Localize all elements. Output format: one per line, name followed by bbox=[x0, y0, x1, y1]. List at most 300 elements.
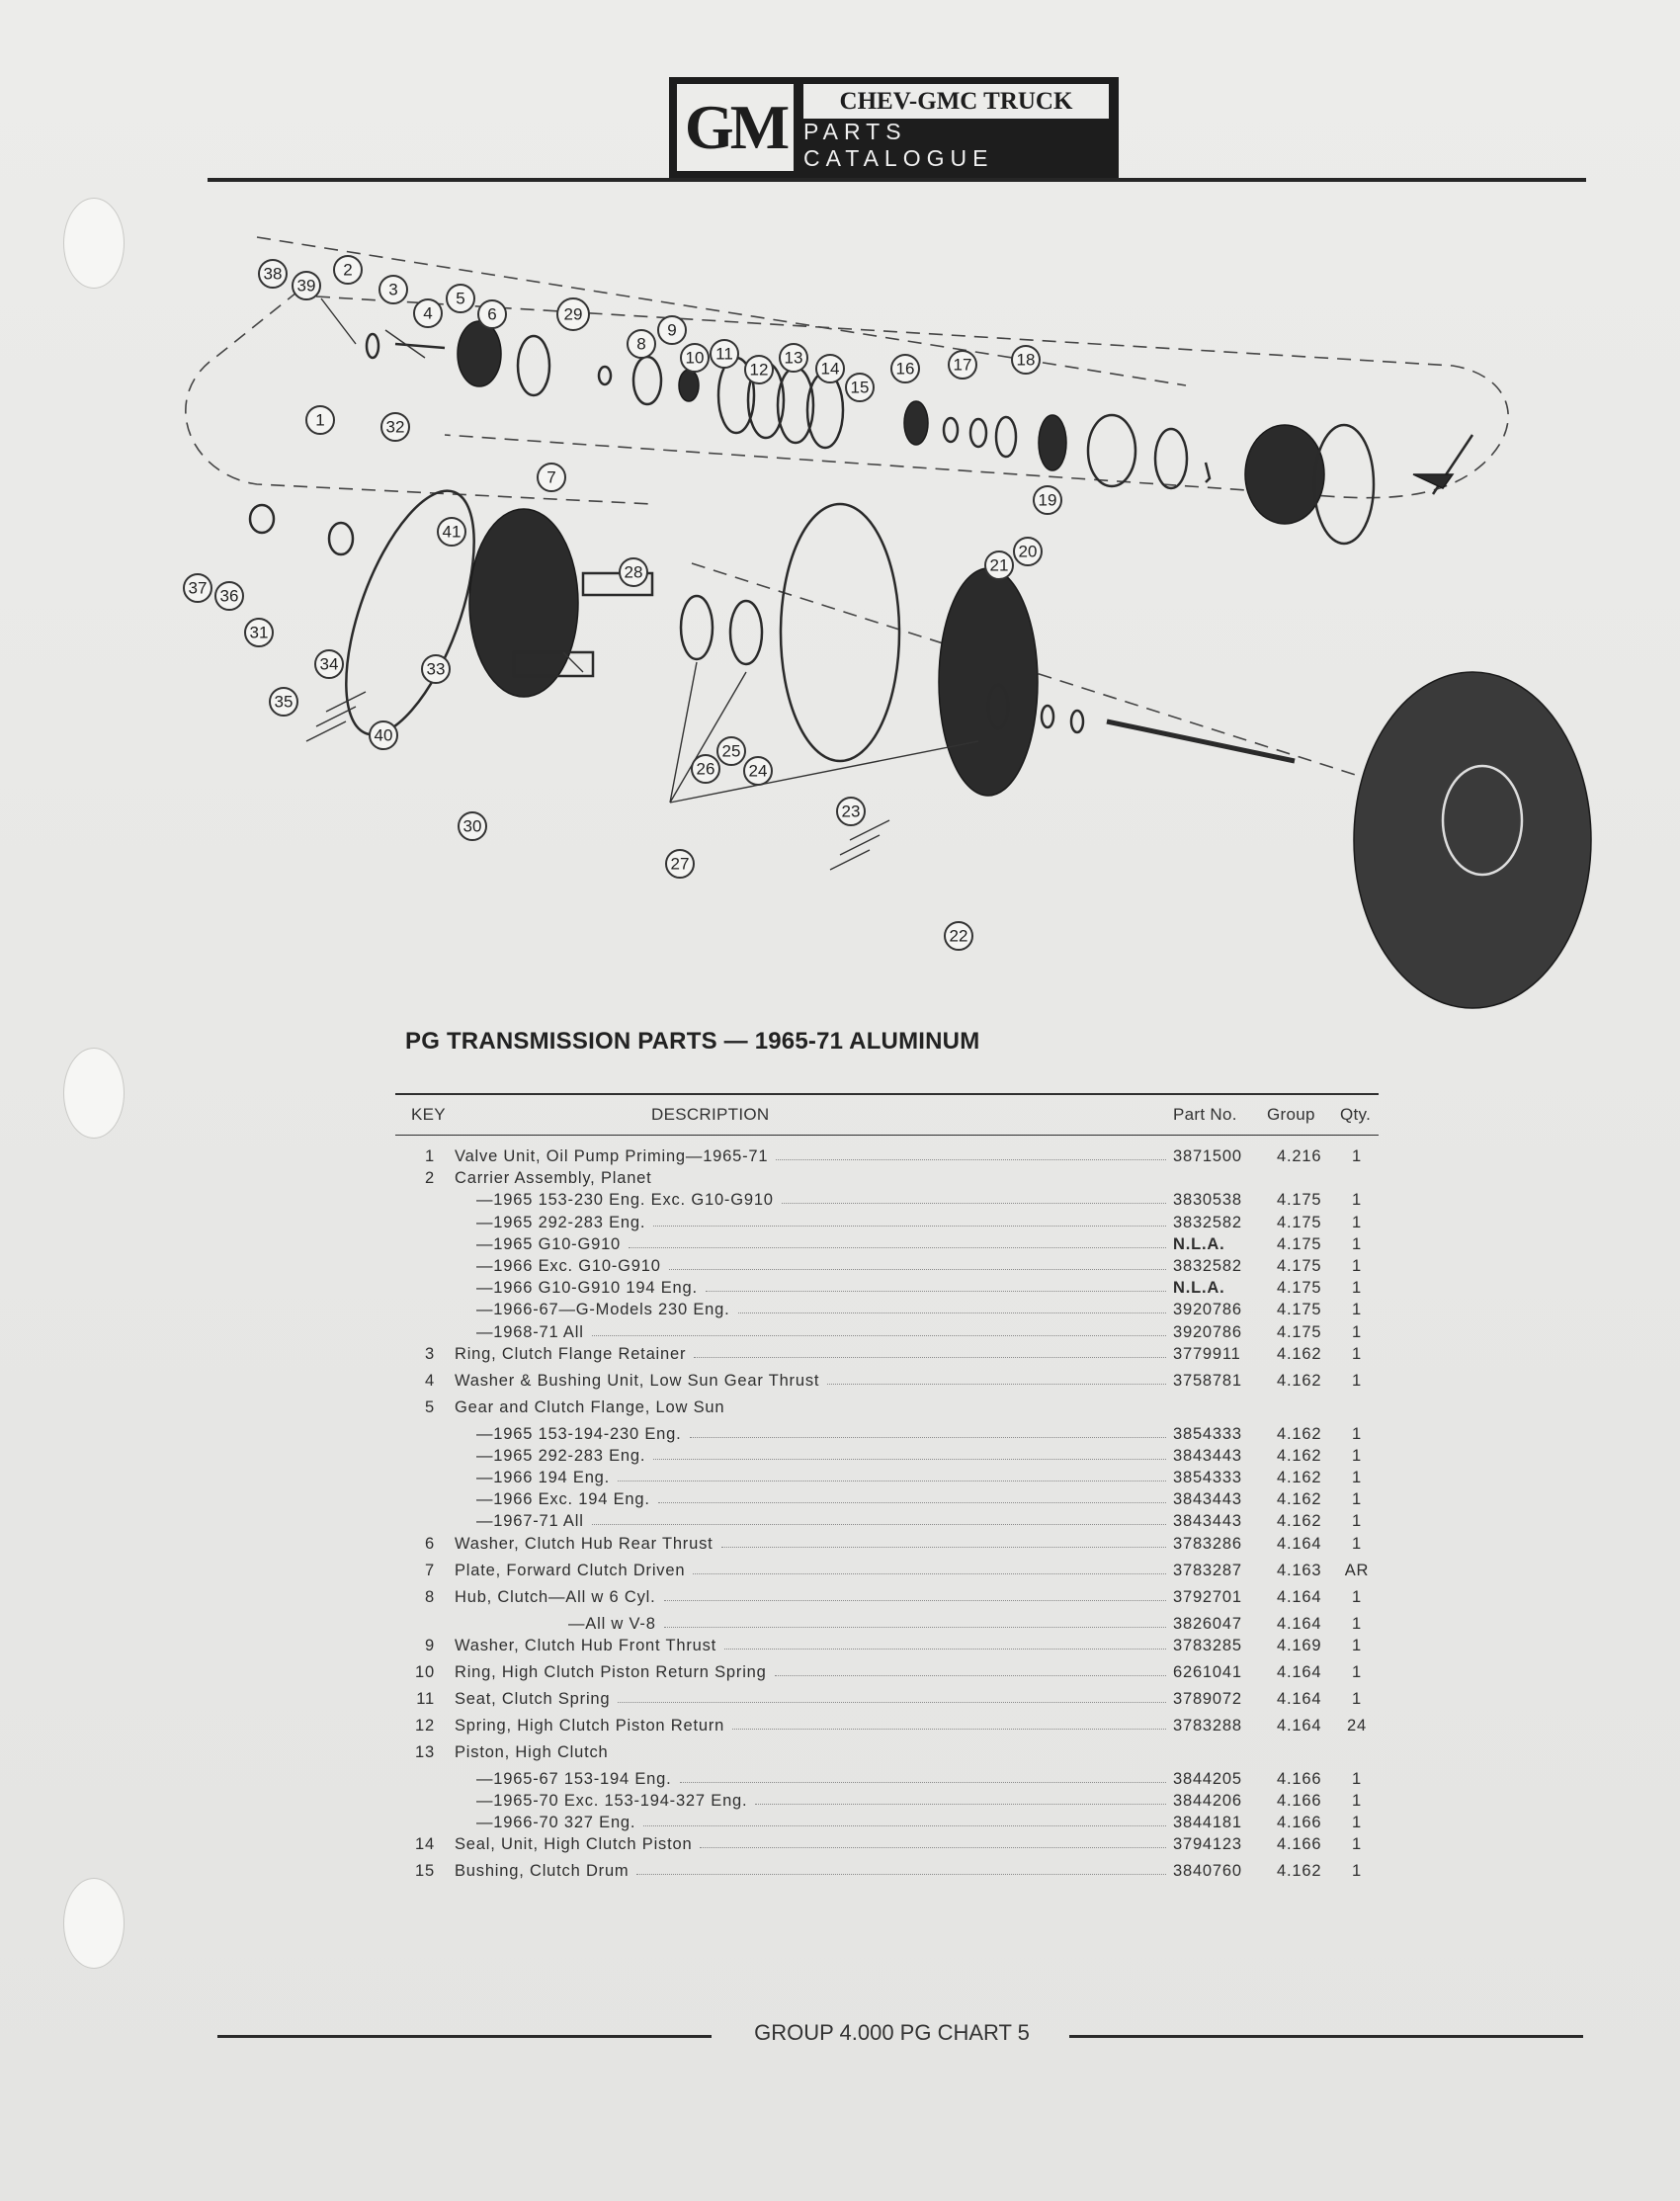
table-row bbox=[395, 1835, 1379, 1862]
part-8 bbox=[904, 401, 928, 445]
row-part-number: 3783285 bbox=[1173, 1636, 1242, 1654]
leader-dots bbox=[827, 1384, 1166, 1385]
table-row bbox=[395, 1469, 1379, 1490]
leader-dots bbox=[706, 1291, 1166, 1292]
leader-dots bbox=[664, 1600, 1166, 1601]
row-group: 4.163 bbox=[1277, 1561, 1322, 1579]
table-row bbox=[395, 1447, 1379, 1469]
row-group: 4.162 bbox=[1277, 1446, 1322, 1465]
leader-dots bbox=[653, 1226, 1166, 1227]
row-part-number: 3832582 bbox=[1173, 1256, 1242, 1275]
leader-dots bbox=[690, 1437, 1166, 1438]
part-39 bbox=[395, 344, 445, 348]
header-part-no: Part No. bbox=[1173, 1105, 1237, 1124]
row-description: —1965 153-194-230 Eng. bbox=[476, 1424, 682, 1443]
callout-7 bbox=[538, 464, 565, 491]
row-description: —1966 Exc. 194 Eng. bbox=[476, 1490, 650, 1509]
table-row bbox=[395, 1588, 1379, 1615]
callout-33 bbox=[422, 655, 450, 683]
svg-text:3: 3 bbox=[388, 280, 398, 299]
table-row bbox=[395, 1279, 1379, 1301]
table-row bbox=[395, 1562, 1379, 1588]
svg-text:25: 25 bbox=[721, 741, 741, 761]
row-group: 4.162 bbox=[1277, 1862, 1322, 1881]
table-row bbox=[395, 1169, 1379, 1191]
row-qty: 1 bbox=[1352, 1587, 1362, 1606]
row-part-number: N.L.A. bbox=[1173, 1234, 1225, 1253]
row-qty: 1 bbox=[1352, 1234, 1362, 1253]
svg-text:32: 32 bbox=[385, 417, 405, 437]
callout-38 bbox=[259, 260, 287, 288]
svg-text:6: 6 bbox=[487, 304, 497, 324]
callout-1 bbox=[306, 406, 334, 434]
row-description: Washer, Clutch Hub Front Thrust bbox=[455, 1636, 717, 1654]
svg-text:36: 36 bbox=[219, 586, 239, 606]
leader-dots bbox=[636, 1874, 1166, 1875]
leader-dots bbox=[700, 1847, 1166, 1848]
row-key: 1 bbox=[425, 1147, 435, 1165]
row-description: —1967-71 All bbox=[476, 1512, 584, 1531]
row-key: 10 bbox=[415, 1662, 435, 1681]
callout-20 bbox=[1014, 538, 1042, 565]
callout-12 bbox=[745, 356, 773, 383]
callout-10 bbox=[681, 344, 709, 372]
row-part-number: 3854333 bbox=[1173, 1469, 1242, 1487]
callout-19 bbox=[1034, 486, 1061, 514]
svg-text:17: 17 bbox=[953, 355, 972, 375]
row-description: Hub, Clutch—All w 6 Cyl. bbox=[455, 1587, 656, 1606]
leader-dots bbox=[658, 1502, 1166, 1503]
row-qty: 1 bbox=[1352, 1279, 1362, 1298]
row-part-number: 3783286 bbox=[1173, 1534, 1242, 1553]
row-qty: 1 bbox=[1352, 1490, 1362, 1509]
part-34 bbox=[469, 509, 578, 697]
row-description: —1966-67—G-Models 230 Eng. bbox=[476, 1301, 730, 1319]
table-row bbox=[395, 1770, 1379, 1792]
part-2 bbox=[458, 321, 501, 386]
catalogue-logo bbox=[669, 77, 1119, 178]
row-qty: 1 bbox=[1352, 1322, 1362, 1341]
table-header-rule bbox=[395, 1135, 1379, 1136]
callout-27 bbox=[666, 850, 694, 878]
table-row bbox=[395, 1512, 1379, 1534]
svg-text:21: 21 bbox=[989, 555, 1009, 575]
punch-hole bbox=[63, 1878, 125, 1969]
callout-9 bbox=[658, 316, 686, 344]
row-group: 4.162 bbox=[1277, 1512, 1322, 1531]
row-key: 6 bbox=[425, 1534, 435, 1553]
part-37 bbox=[250, 505, 274, 533]
part-4 bbox=[599, 367, 611, 384]
header-rule bbox=[208, 178, 1586, 182]
part-27 bbox=[830, 820, 889, 870]
row-description: Ring, Clutch Flange Retainer bbox=[455, 1344, 687, 1363]
row-description: —1965 153-230 Eng. Exc. G10-G910 bbox=[476, 1191, 774, 1210]
leader-dots bbox=[669, 1269, 1166, 1270]
row-group: 4.169 bbox=[1277, 1636, 1322, 1654]
row-qty: 1 bbox=[1352, 1424, 1362, 1443]
row-group: 4.175 bbox=[1277, 1301, 1322, 1319]
row-part-number: 3783288 bbox=[1173, 1716, 1242, 1735]
header-group: Group bbox=[1267, 1105, 1315, 1124]
svg-text:4: 4 bbox=[423, 303, 433, 323]
table-row bbox=[395, 1214, 1379, 1235]
row-part-number: 3844181 bbox=[1173, 1814, 1242, 1832]
row-description: Seat, Clutch Spring bbox=[455, 1689, 611, 1708]
leader-dots bbox=[775, 1675, 1166, 1676]
table-row bbox=[395, 1323, 1379, 1345]
svg-text:29: 29 bbox=[563, 304, 583, 324]
row-part-number: 3920786 bbox=[1173, 1301, 1242, 1319]
header-description: DESCRIPTION bbox=[651, 1105, 770, 1124]
row-qty: 1 bbox=[1352, 1662, 1362, 1681]
table-row bbox=[395, 1717, 1379, 1743]
exploded-parts-diagram bbox=[188, 237, 1591, 998]
row-qty: 1 bbox=[1352, 1835, 1362, 1854]
part-23 bbox=[1107, 721, 1295, 761]
part-9 bbox=[944, 418, 958, 442]
row-part-number: 3871500 bbox=[1173, 1147, 1242, 1165]
row-qty: 1 bbox=[1352, 1814, 1362, 1832]
part-15 bbox=[1206, 463, 1210, 482]
row-qty: 1 bbox=[1352, 1469, 1362, 1487]
callout-32 bbox=[381, 413, 409, 441]
callout-35 bbox=[270, 688, 297, 716]
svg-text:34: 34 bbox=[319, 654, 339, 674]
punch-hole bbox=[63, 198, 125, 289]
svg-text:14: 14 bbox=[820, 359, 840, 379]
leader-dots bbox=[693, 1573, 1166, 1574]
row-group: 4.164 bbox=[1277, 1587, 1322, 1606]
callout-36 bbox=[215, 582, 243, 610]
svg-text:41: 41 bbox=[442, 522, 462, 542]
callout-6 bbox=[478, 300, 506, 328]
callout-28 bbox=[620, 558, 647, 586]
row-part-number: 3758781 bbox=[1173, 1371, 1242, 1390]
table-title: PG TRANSMISSION PARTS — 1965-71 ALUMINUM bbox=[405, 1028, 980, 1055]
row-group: 4.164 bbox=[1277, 1614, 1322, 1633]
svg-text:19: 19 bbox=[1038, 490, 1057, 510]
svg-text:27: 27 bbox=[670, 854, 690, 874]
part-38 bbox=[367, 334, 378, 358]
row-description: —1966-70 327 Eng. bbox=[476, 1814, 636, 1832]
svg-text:1: 1 bbox=[315, 410, 325, 430]
row-qty: 1 bbox=[1352, 1301, 1362, 1319]
row-qty: 1 bbox=[1352, 1147, 1362, 1165]
row-group: 4.166 bbox=[1277, 1792, 1322, 1810]
row-qty: 1 bbox=[1352, 1769, 1362, 1788]
page-footer: GROUP 4.000 PG CHART 5 bbox=[754, 2020, 1030, 2045]
row-group: 4.166 bbox=[1277, 1814, 1322, 1832]
svg-text:39: 39 bbox=[296, 276, 316, 296]
row-group: 4.164 bbox=[1277, 1534, 1322, 1553]
part-5 bbox=[633, 357, 661, 404]
callout-22 bbox=[945, 922, 972, 950]
row-description: —1965-67 153-194 Eng. bbox=[476, 1769, 672, 1788]
callout-39 bbox=[293, 272, 320, 299]
row-qty: 1 bbox=[1352, 1614, 1362, 1633]
callout-4 bbox=[414, 299, 442, 327]
table-row bbox=[395, 1792, 1379, 1814]
footer-rule-left bbox=[217, 2035, 712, 2038]
svg-text:38: 38 bbox=[263, 264, 283, 284]
row-key: 2 bbox=[425, 1169, 435, 1188]
table-row bbox=[395, 1191, 1379, 1213]
callout-3 bbox=[379, 276, 407, 303]
table-row bbox=[395, 1301, 1379, 1322]
row-group: 4.175 bbox=[1277, 1322, 1322, 1341]
row-part-number: 6261041 bbox=[1173, 1662, 1242, 1681]
svg-text:35: 35 bbox=[274, 692, 294, 712]
leader-dots bbox=[618, 1702, 1166, 1703]
gm-logo-mark: GM bbox=[677, 84, 794, 171]
row-part-number: 3843443 bbox=[1173, 1446, 1242, 1465]
callout-29 bbox=[557, 298, 589, 330]
row-qty: AR bbox=[1344, 1561, 1370, 1579]
leader-dots bbox=[755, 1804, 1166, 1805]
callout-11 bbox=[711, 340, 738, 368]
svg-text:30: 30 bbox=[462, 816, 482, 836]
row-key: 15 bbox=[415, 1862, 435, 1881]
table-row bbox=[395, 1690, 1379, 1717]
row-group: 4.164 bbox=[1277, 1689, 1322, 1708]
leader-dots bbox=[629, 1247, 1166, 1248]
table-row bbox=[395, 1490, 1379, 1512]
part-30 bbox=[681, 596, 713, 659]
table-row bbox=[395, 1615, 1379, 1637]
leader-dots bbox=[776, 1159, 1166, 1160]
part-28 bbox=[781, 504, 899, 761]
callout-15 bbox=[846, 374, 874, 401]
row-part-number: 3794123 bbox=[1173, 1835, 1242, 1854]
row-description: Spring, High Clutch Piston Return bbox=[455, 1716, 725, 1735]
table-row bbox=[395, 1345, 1379, 1372]
svg-text:2: 2 bbox=[343, 260, 353, 280]
row-group: 4.175 bbox=[1277, 1279, 1322, 1298]
row-part-number: 3854333 bbox=[1173, 1424, 1242, 1443]
row-description: —1965 292-283 Eng. bbox=[476, 1446, 646, 1465]
leader-dots bbox=[680, 1782, 1166, 1783]
leader-dots bbox=[643, 1825, 1166, 1826]
table-row bbox=[395, 1425, 1379, 1447]
table-row bbox=[395, 1235, 1379, 1257]
svg-text:11: 11 bbox=[715, 344, 733, 364]
row-group: 4.166 bbox=[1277, 1769, 1322, 1788]
row-description: —1966 194 Eng. bbox=[476, 1469, 611, 1487]
leader-dots bbox=[592, 1335, 1166, 1336]
callout-23 bbox=[837, 798, 865, 825]
callout-14 bbox=[816, 355, 844, 382]
callout-13 bbox=[780, 344, 807, 372]
row-qty: 1 bbox=[1352, 1689, 1362, 1708]
row-group: 4.166 bbox=[1277, 1835, 1322, 1854]
callout-24 bbox=[744, 757, 772, 785]
row-key: 7 bbox=[425, 1561, 435, 1579]
leader-dots bbox=[694, 1357, 1166, 1358]
row-part-number: 3779911 bbox=[1173, 1344, 1241, 1363]
part-6 bbox=[679, 370, 699, 401]
callout-40 bbox=[370, 721, 397, 749]
row-qty: 1 bbox=[1352, 1792, 1362, 1810]
leader-dots bbox=[738, 1312, 1166, 1313]
row-key: 9 bbox=[425, 1636, 435, 1654]
row-key: 3 bbox=[425, 1344, 435, 1363]
callout-34 bbox=[315, 650, 343, 678]
row-part-number: 3830538 bbox=[1173, 1191, 1242, 1210]
row-group: 4.175 bbox=[1277, 1191, 1322, 1210]
row-part-number: 3792701 bbox=[1173, 1587, 1242, 1606]
row-description: Gear and Clutch Flange, Low Sun bbox=[455, 1397, 725, 1416]
row-qty: 24 bbox=[1347, 1716, 1367, 1735]
table-row bbox=[395, 1398, 1379, 1425]
row-group: 4.164 bbox=[1277, 1662, 1322, 1681]
leader-dots bbox=[782, 1203, 1166, 1204]
svg-text:28: 28 bbox=[624, 562, 643, 582]
row-key: 14 bbox=[415, 1835, 435, 1854]
row-description: Plate, Forward Clutch Driven bbox=[455, 1561, 686, 1579]
row-part-number: 3844206 bbox=[1173, 1792, 1242, 1810]
row-group: 4.216 bbox=[1277, 1147, 1322, 1165]
row-key: 4 bbox=[425, 1371, 435, 1390]
row-description: —1966 G10-G910 194 Eng. bbox=[476, 1279, 698, 1298]
callout-21 bbox=[985, 551, 1013, 579]
part-13 bbox=[1088, 415, 1135, 486]
row-key: 11 bbox=[416, 1689, 435, 1708]
part-36 bbox=[329, 523, 353, 554]
row-group: 4.162 bbox=[1277, 1469, 1322, 1487]
row-qty: 1 bbox=[1352, 1213, 1362, 1231]
table-row bbox=[395, 1535, 1379, 1562]
row-description: —All w V-8 bbox=[568, 1614, 656, 1633]
callout-26 bbox=[692, 755, 719, 783]
row-description: Piston, High Clutch bbox=[455, 1742, 609, 1761]
row-part-number: 3844205 bbox=[1173, 1769, 1242, 1788]
callout-17 bbox=[949, 351, 976, 379]
row-group: 4.162 bbox=[1277, 1344, 1322, 1363]
row-key: 13 bbox=[415, 1742, 435, 1761]
row-part-number: 3920786 bbox=[1173, 1322, 1242, 1341]
callout-25 bbox=[717, 737, 745, 765]
row-qty: 1 bbox=[1352, 1446, 1362, 1465]
svg-text:16: 16 bbox=[895, 359, 915, 379]
part-3 bbox=[518, 336, 549, 395]
callout-41 bbox=[438, 518, 465, 546]
part-14 bbox=[1155, 429, 1187, 488]
row-part-number: N.L.A. bbox=[1173, 1279, 1225, 1298]
table-row bbox=[395, 1862, 1379, 1889]
row-qty: 1 bbox=[1352, 1256, 1362, 1275]
callout-16 bbox=[891, 355, 919, 382]
row-description: Washer, Clutch Hub Rear Thrust bbox=[455, 1534, 714, 1553]
row-description: —1968-71 All bbox=[476, 1322, 584, 1341]
part-12 bbox=[1039, 415, 1066, 470]
row-qty: 1 bbox=[1352, 1636, 1362, 1654]
callout-37 bbox=[184, 574, 211, 602]
svg-text:20: 20 bbox=[1018, 542, 1038, 561]
header-qty: Qty. bbox=[1340, 1105, 1372, 1124]
leader-dots bbox=[653, 1459, 1166, 1460]
leader-dots bbox=[732, 1729, 1166, 1730]
callout-30 bbox=[459, 812, 486, 840]
svg-text:37: 37 bbox=[188, 578, 208, 598]
row-qty: 1 bbox=[1352, 1862, 1362, 1881]
row-group: 4.162 bbox=[1277, 1490, 1322, 1509]
row-part-number: 3789072 bbox=[1173, 1689, 1242, 1708]
row-group: 4.175 bbox=[1277, 1234, 1322, 1253]
svg-text:33: 33 bbox=[426, 659, 446, 679]
table-row bbox=[395, 1663, 1379, 1690]
row-qty: 1 bbox=[1352, 1534, 1362, 1553]
footer-rule-right bbox=[1069, 2035, 1583, 2038]
callout-31 bbox=[245, 619, 273, 646]
row-qty: 1 bbox=[1352, 1344, 1362, 1363]
part-35 bbox=[306, 692, 366, 741]
svg-text:40: 40 bbox=[374, 725, 393, 745]
callout-2 bbox=[334, 256, 362, 284]
svg-text:10: 10 bbox=[685, 348, 705, 368]
leader-dots bbox=[721, 1547, 1166, 1548]
row-part-number: 3843443 bbox=[1173, 1490, 1242, 1509]
svg-text:22: 22 bbox=[949, 926, 968, 946]
table-row bbox=[395, 1637, 1379, 1663]
row-key: 8 bbox=[425, 1587, 435, 1606]
row-description: Carrier Assembly, Planet bbox=[455, 1169, 652, 1188]
row-group: 4.164 bbox=[1277, 1716, 1322, 1735]
table-row bbox=[395, 1743, 1379, 1770]
callout-18 bbox=[1012, 346, 1040, 374]
svg-text:5: 5 bbox=[456, 289, 465, 308]
svg-text:15: 15 bbox=[850, 378, 870, 397]
row-description: —1965 292-283 Eng. bbox=[476, 1213, 646, 1231]
row-description: Valve Unit, Oil Pump Priming—1965-71 bbox=[455, 1147, 769, 1165]
leader-dots bbox=[664, 1627, 1166, 1628]
row-qty: 1 bbox=[1352, 1371, 1362, 1390]
logo-line-1: CHEV-GMC TRUCK bbox=[803, 84, 1109, 119]
row-key: 5 bbox=[425, 1397, 435, 1416]
table-top-rule bbox=[395, 1093, 1379, 1095]
row-group: 4.162 bbox=[1277, 1371, 1322, 1390]
parts-table-body bbox=[395, 1147, 1379, 1889]
stator-housing bbox=[939, 568, 1038, 796]
svg-text:24: 24 bbox=[748, 761, 768, 781]
row-part-number: 3826047 bbox=[1173, 1614, 1242, 1633]
leader-dots bbox=[724, 1649, 1166, 1650]
part-25 bbox=[1042, 706, 1053, 727]
punch-hole bbox=[63, 1048, 125, 1139]
header-key: KEY bbox=[411, 1105, 446, 1124]
table-row bbox=[395, 1257, 1379, 1279]
row-group: 4.175 bbox=[1277, 1256, 1322, 1275]
row-qty: 1 bbox=[1352, 1191, 1362, 1210]
svg-text:26: 26 bbox=[696, 759, 715, 779]
row-description: Washer & Bushing Unit, Low Sun Gear Thrust bbox=[455, 1371, 820, 1390]
leader-dots bbox=[592, 1524, 1166, 1525]
row-description: Ring, High Clutch Piston Return Spring bbox=[455, 1662, 767, 1681]
callout-8 bbox=[628, 330, 655, 358]
callout-5 bbox=[447, 285, 474, 312]
table-row bbox=[395, 1147, 1379, 1169]
svg-text:23: 23 bbox=[841, 802, 861, 821]
row-description: Bushing, Clutch Drum bbox=[455, 1862, 630, 1881]
table-row bbox=[395, 1814, 1379, 1835]
row-part-number: 3843443 bbox=[1173, 1512, 1242, 1531]
row-description: —1965-70 Exc. 153-194-327 Eng. bbox=[476, 1792, 748, 1810]
row-part-number: 3832582 bbox=[1173, 1213, 1242, 1231]
part-22-torque-converter bbox=[1354, 672, 1591, 1008]
svg-text:12: 12 bbox=[749, 360, 769, 380]
svg-text:8: 8 bbox=[636, 334, 646, 354]
svg-text:13: 13 bbox=[784, 348, 803, 368]
